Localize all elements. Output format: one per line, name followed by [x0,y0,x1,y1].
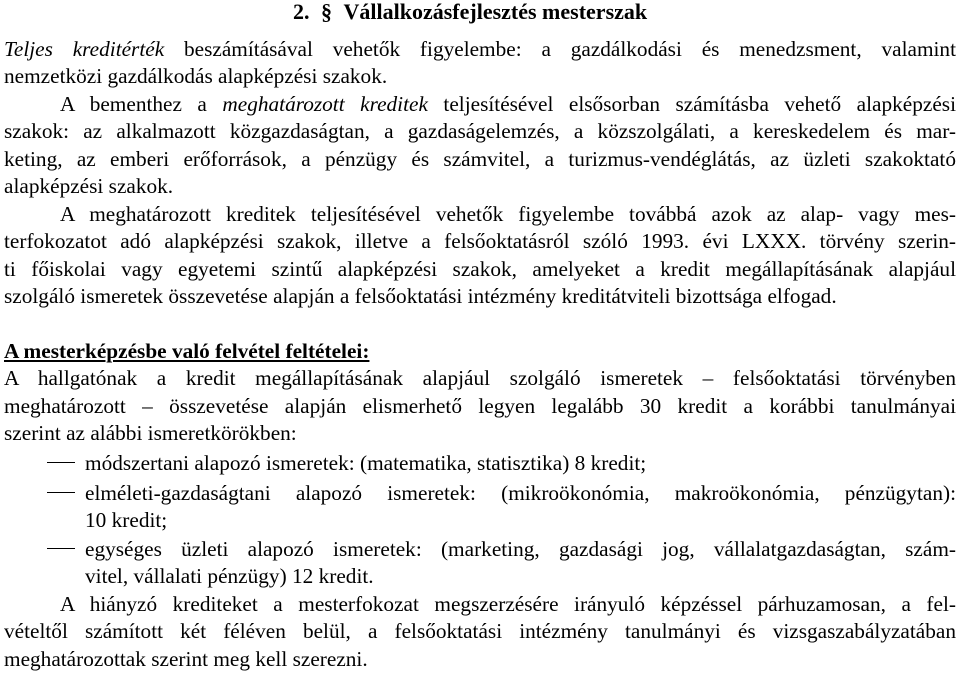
list-dash-3 [47,548,75,549]
final-line-2: vételtől számított két féléven belül, a felsőoktatási intézmény tanulmányi és vizsgaszabályzatában [4,619,956,643]
p2-line-1-post: teljesítésével elsősorban számításba vehető alapképzési [427,92,956,116]
list-item-3-line-1: egységes üzleti alapozó ismeretek: (marketing, gazdasági jog, vállalatgazdaságtan, szám- [85,537,956,561]
p1-line-1 [4,35,956,63]
p2-line-2: szakok: az alkalmazott közgazdaságtan, a gazdaságelemzés, a közszolgálati, a kereskedelem és mar- [4,119,956,143]
p3-line-2: terfokozatot adó alapképzési szakok, illetve a felsőoktatásról szóló 1993. évi LXXX. törvény szerin- [4,229,956,253]
p2-line-1-pre: A bementhez a [60,92,223,116]
p3-line-3: ti főiskolai vagy egyetemi szintű alapképzési szakok, amelyeket a kredit megállapításának alapjául [4,257,956,281]
list-item-3-line-2: vitel, vállalati pénzügy) 12 kredit. [85,564,374,588]
p2-line-4: alapképzési szakok. [4,174,174,198]
section-mark: § [321,0,332,24]
p2-italic-term: meghatározott kreditek [222,92,428,116]
list-item-1-line-1: módszertani alapozó ismeretek: (matematika, statisztika) 8 kredit; [85,451,647,475]
requirements-line-3: szerint az alábbi ismeretkörökben: [4,421,297,445]
p3-line-1: A meghatározott kreditek teljesítésével vehetők figyelembe továbbá azok az alap- vagy mes- [60,202,956,226]
requirements-title: A mesterképzésbe való felvétel feltételei: [4,339,370,363]
final-line-3: meghatározottak szerint meg kell szerezni. [4,647,368,671]
list-item-2-line-2: 10 kredit; [85,508,168,532]
p1-italic-term: Teljes kreditérték [4,37,165,61]
list-dash-1 [47,462,75,463]
requirements-line-1: A hallgatónak a kredit megállapításának alapjául szolgáló ismeretek – felsőoktatási törvényben [4,366,956,390]
p1-line-1-rest: beszámításával vehetők figyelembe: a gazdálkodási és menedzsment, valamint [164,37,956,61]
final-line-1: A hiányzó krediteket a mesterfokozat megszerzésére irányuló képzéssel párhuzamosan, a fel- [60,592,956,616]
list-item-2-line-1: elméleti-gazdaságtani alapozó ismeretek: (mikroökonómia, makroökonómia, pénzügytan): [85,481,956,505]
heading-number: 2. [293,0,310,24]
p2-line-1 [60,90,956,118]
heading-title: Vállalkozásfejlesztés mesterszak [343,0,648,24]
requirements-line-2: meghatározott – összevetése alapján elismerhető legyen legalább 30 kredit a korábbi tanulmányai [4,394,956,418]
p3-line-4: szolgáló ismeretek összevetése alapján a felsőoktatási intézmény kreditátviteli bizottsága elfogad. [4,284,837,308]
p1-line-2: nemzetközi gazdálkodás alapképzési szakok. [4,64,388,88]
list-dash-2 [47,492,75,493]
p2-line-3: keting, az emberi erőforrások, a pénzügy és számvitel, a turizmus-vendéglátás, az üzleti szakoktató [4,147,956,171]
section-heading [293,0,647,26]
